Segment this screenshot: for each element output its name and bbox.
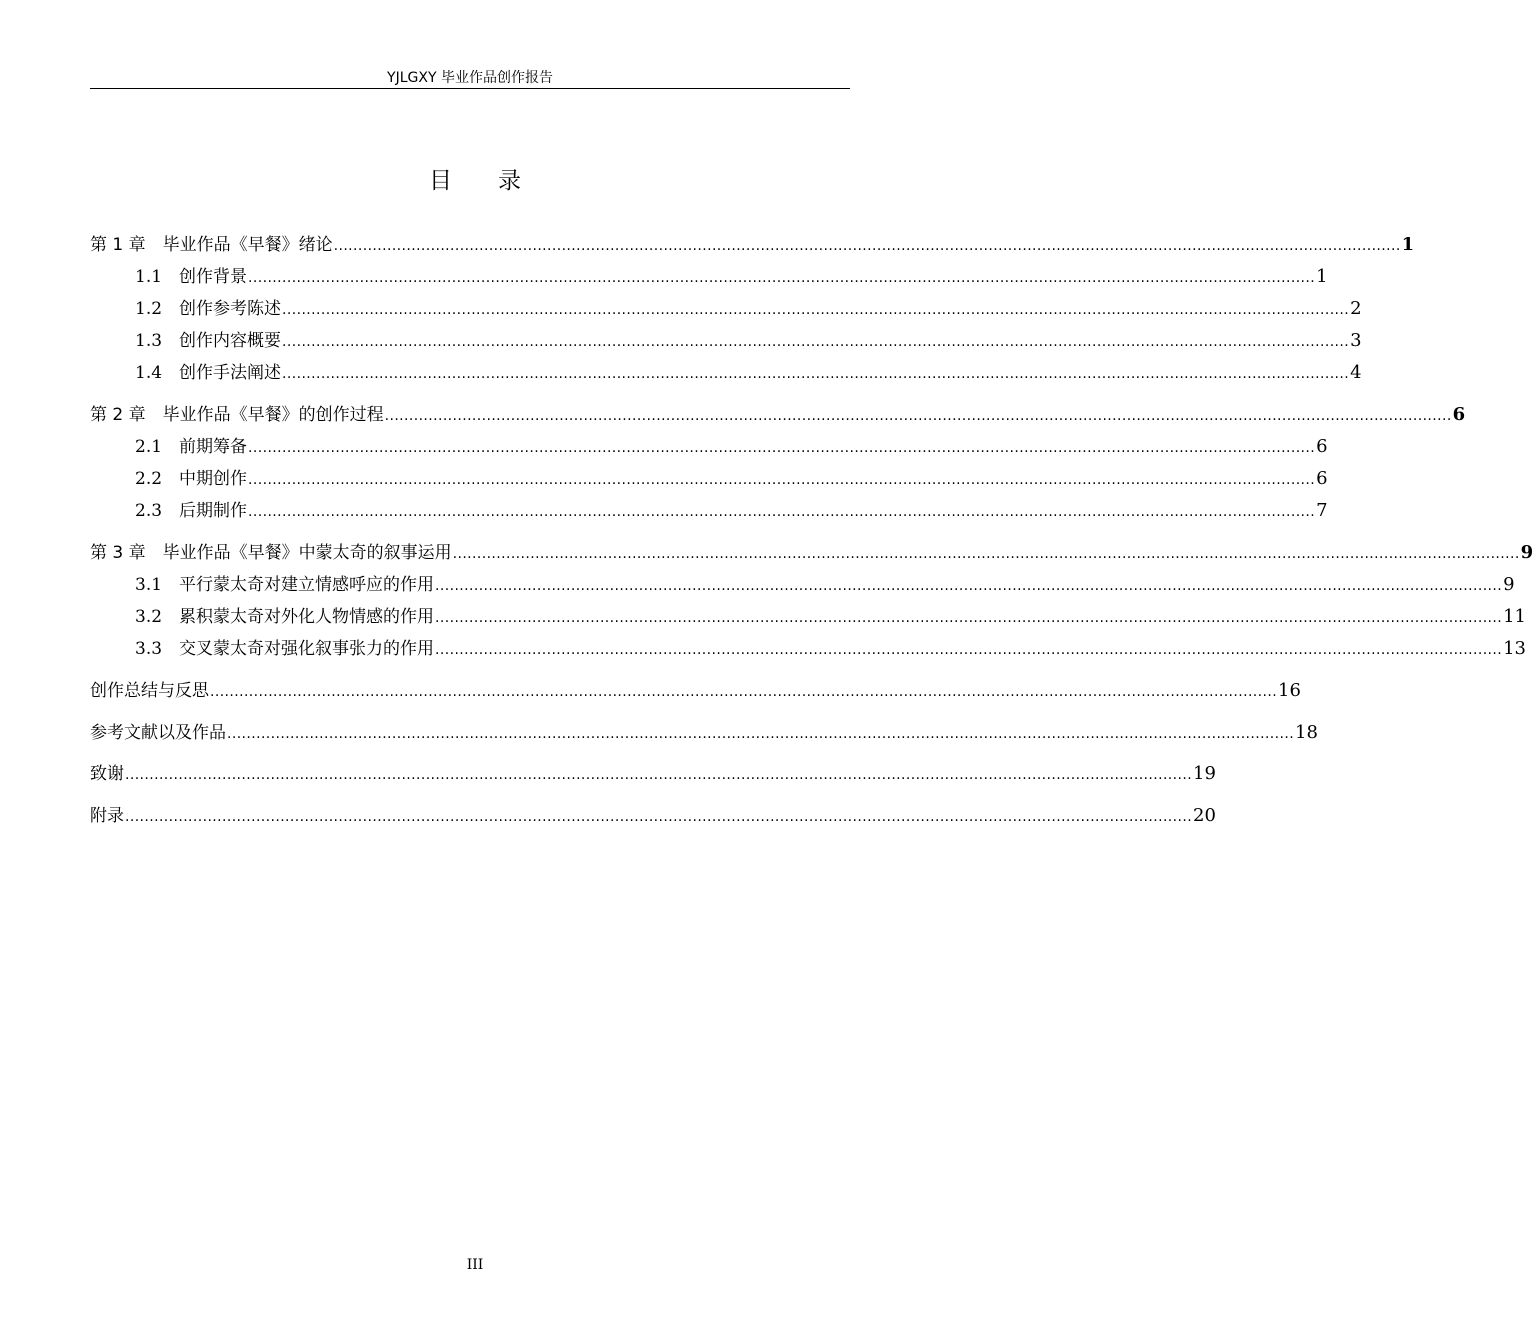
toc-leader-dots: ............................................................................................................................................................................................................................: [248, 440, 1316, 456]
toc-entry[interactable]: [90, 678, 1301, 704]
toc-entry[interactable]: [90, 720, 1318, 746]
toc-entry-label: 第 3 章 毕业作品《早餐》中蒙太奇的叙事运用: [90, 543, 452, 563]
toc-entry-page: 11: [1503, 606, 1526, 627]
toc-entry[interactable]: [135, 296, 1362, 322]
toc-leader-dots: ............................................................................................................................................................................................................................: [333, 238, 1401, 254]
toc-entry-label: 1.1 创作背景: [135, 267, 248, 287]
toc-leader-dots: ............................................................................................................................................................................................................................: [125, 767, 1193, 783]
toc-leader-dots: ............................................................................................................................................................................................................................: [227, 726, 1295, 742]
toc-entry-page: 1: [1401, 234, 1415, 255]
toc-entry-label: 3.1 平行蒙太奇对建立情感呼应的作用: [135, 575, 435, 595]
toc-entry[interactable]: [90, 761, 1216, 787]
toc-leader-dots: ............................................................................................................................................................................................................................: [210, 684, 1278, 700]
toc-leader-dots: ............................................................................................................................................................................................................................: [125, 809, 1193, 825]
header-text: YJLGXY 毕业作品创作报告: [387, 70, 553, 86]
toc-entry[interactable]: [135, 264, 1328, 290]
toc-entry-page: 6: [1452, 404, 1466, 425]
toc-title: 目录: [429, 168, 567, 194]
toc-entry-label: 1.3 创作内容概要: [135, 331, 282, 351]
toc-leader-dots: ............................................................................................................................................................................................................................: [248, 472, 1316, 488]
toc-entry-label: 3.3 交叉蒙太奇对强化叙事张力的作用: [135, 639, 435, 659]
toc-entry-page: 20: [1193, 805, 1216, 826]
toc-entry[interactable]: [135, 360, 1362, 386]
toc-entry[interactable]: [90, 232, 1415, 258]
toc-entry[interactable]: [135, 604, 1526, 630]
toc-entry-label: 参考文献以及作品: [90, 723, 226, 743]
toc-leader-dots: ............................................................................................................................................................................................................................: [435, 578, 1503, 594]
toc-entry[interactable]: [135, 328, 1362, 354]
toc-entry-label: 3.2 累积蒙太奇对外化人物情感的作用: [135, 607, 435, 627]
toc-entry-label: 1.4 创作手法阐述: [135, 363, 282, 383]
toc-entry-label: 第 1 章 毕业作品《早餐》绪论: [90, 235, 333, 255]
page-header: [90, 68, 850, 89]
toc-entry-label: 1.2 创作参考陈述: [135, 299, 282, 319]
toc-entry-page: 6: [1316, 468, 1328, 489]
toc-leader-dots: ............................................................................................................................................................................................................................: [282, 302, 1350, 318]
toc-entry-label: 2.3 后期制作: [135, 501, 248, 521]
toc-leader-dots: ............................................................................................................................................................................................................................: [282, 366, 1350, 382]
toc-leader-dots: ............................................................................................................................................................................................................................: [435, 610, 1503, 626]
toc-entry-page: 6: [1316, 436, 1328, 457]
toc-entry-label: 致谢: [90, 764, 124, 784]
toc-entry-page: 1: [1316, 266, 1328, 287]
toc-entry[interactable]: [135, 572, 1515, 598]
toc-entry-label: 第 2 章 毕业作品《早餐》的创作过程: [90, 405, 384, 425]
toc-leader-dots: ............................................................................................................................................................................................................................: [248, 270, 1316, 286]
toc-entry[interactable]: [135, 498, 1328, 524]
toc-entry[interactable]: [90, 540, 1533, 566]
toc-entry[interactable]: [90, 402, 1466, 428]
toc-entry-page: 16: [1278, 680, 1301, 701]
toc-entry[interactable]: [135, 636, 1526, 662]
toc-entry-page: 13: [1503, 638, 1526, 659]
toc-entry-page: 9: [1503, 574, 1515, 595]
toc-entry-label: 2.2 中期创作: [135, 469, 248, 489]
toc-leader-dots: ............................................................................................................................................................................................................................: [435, 642, 1503, 658]
toc-leader-dots: ............................................................................................................................................................................................................................: [248, 504, 1316, 520]
toc-entry-page: 18: [1295, 722, 1318, 743]
toc-entry-page: 9: [1520, 542, 1533, 563]
toc-entry-page: 7: [1316, 500, 1328, 521]
toc-leader-dots: ............................................................................................................................................................................................................................: [282, 334, 1350, 350]
toc-entry[interactable]: [90, 803, 1216, 829]
toc-entry-label: 创作总结与反思: [90, 681, 209, 701]
toc-entry-page: 2: [1350, 298, 1362, 319]
toc-entry[interactable]: [135, 434, 1328, 460]
toc-entry[interactable]: [135, 466, 1328, 492]
toc-entry-page: 3: [1350, 330, 1362, 351]
toc-leader-dots: ............................................................................................................................................................................................................................: [384, 408, 1452, 424]
toc-entry-page: 4: [1350, 362, 1362, 383]
toc-entry-label: 附录: [90, 806, 124, 826]
toc-leader-dots: ............................................................................................................................................................................................................................: [452, 546, 1520, 562]
toc-entry-label: 2.1 前期筹备: [135, 437, 248, 457]
toc-entry-page: 19: [1193, 763, 1216, 784]
page-number: III: [466, 1257, 484, 1273]
